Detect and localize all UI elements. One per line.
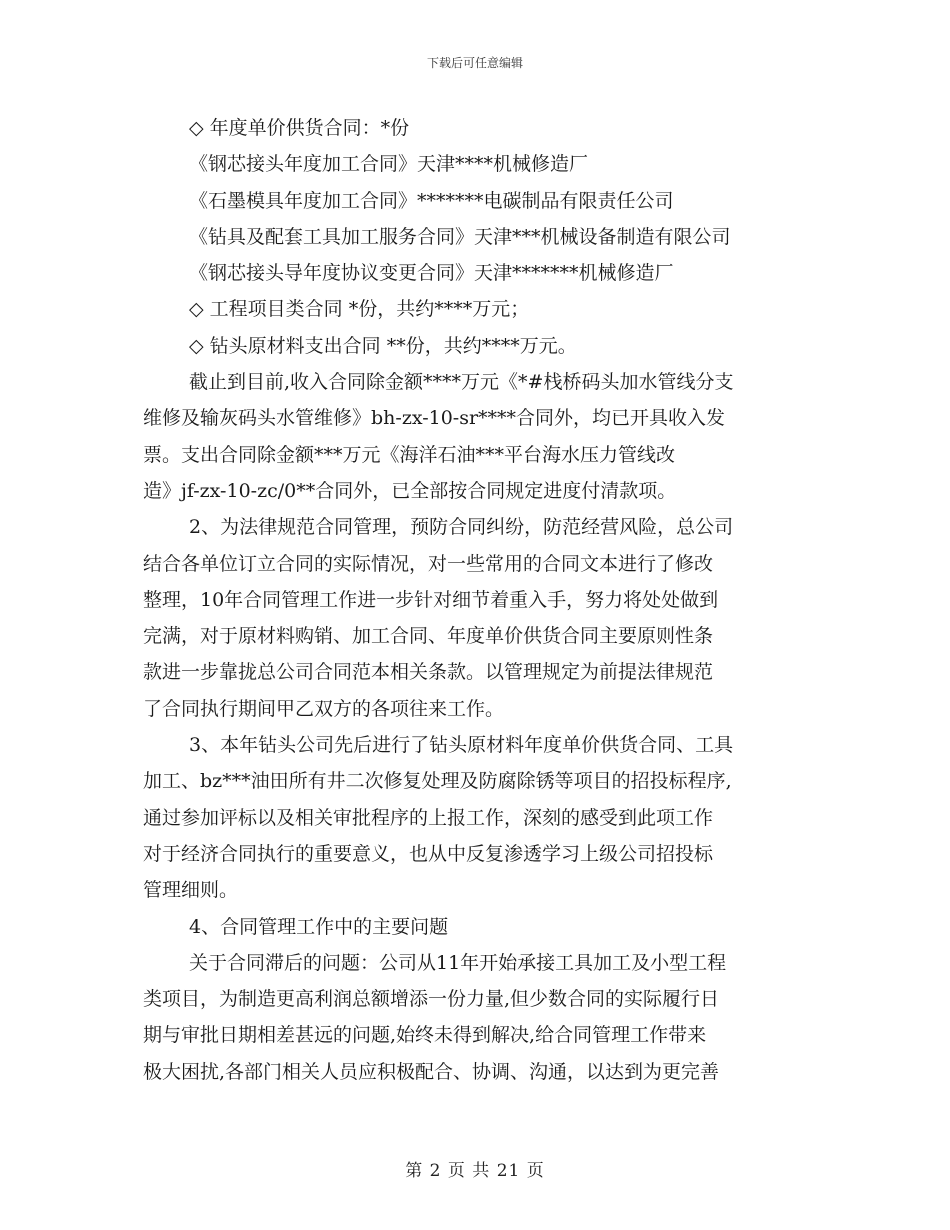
paragraph-first-line: 2、为法律规范合同管理，预防合同纠纷，防范经营风险，总公司 <box>189 516 734 539</box>
paragraph-first-line: 关于合同滞后的问题：公司从11年开始承接工具加工及小型工程 <box>189 951 727 974</box>
text-line: 对于经济合同执行的重要意义，也从中反复渗透学习上级公司招投标 <box>143 842 714 865</box>
text-line: 加工、bz***油田所有井二次修复处理及防腐除锈等项目的招投标程序, <box>143 770 732 793</box>
paragraph-first-line: 截止到目前,收入合同除金额****万元《*#栈桥码头加水管线分支 <box>189 371 734 394</box>
text-line: 极大困扰,各部门相关人员应积极配合、协调、沟通，以达到为更完善 <box>143 1060 720 1083</box>
text-line: ◇ 工程项目类合同 *份，共约****万元； <box>189 298 530 321</box>
document-body <box>143 110 808 1090</box>
text-line: ◇ 年度单价供货合同：*份 <box>189 117 410 139</box>
section-heading: 4、合同管理工作中的主要问题 <box>189 915 449 938</box>
text-line: 通过参加评标以及相关审批程序的上报工作，深刻的感受到此项工作 <box>143 806 714 829</box>
text-line: 维修及输灰码头水管维修》bh-zx-10-sr****合同外，均已开具收入发 <box>143 407 726 430</box>
text-line: 款进一步靠拢总公司合同范本相关条款。以管理规定为前提法律规范 <box>143 661 714 684</box>
text-line: 整理，10年合同管理工作进一步针对细节着重入手，努力将处处做到 <box>143 588 719 611</box>
text-line: 《钻具及配套工具加工服务合同》天津***机械设备制造有限公司 <box>189 225 731 248</box>
text-line: 票。支出合同除金额***万元《海洋石油***平台海水压力管线改 <box>143 443 676 466</box>
text-line: 类项目，为制造更高利润总额增添一份力量,但少数合同的实际履行日 <box>143 988 720 1011</box>
text-line: 了合同执行期间甲乙双方的各项往来工作。 <box>143 697 505 720</box>
page-footer: 第 2 页 共 21 页 <box>405 1161 545 1181</box>
text-line: 《钢芯接头年度加工合同》天津****机械修造厂 <box>189 153 589 176</box>
text-line: 造》jf-zx-10-zc/0**合同外，已全部按合同规定进度付清款项。 <box>143 479 677 502</box>
page-header: 下载后可任意编辑 <box>426 56 523 70</box>
text-line: 管理细则。 <box>143 879 239 902</box>
text-line: ◇ 钻头原材料支出合同 **份，共约****万元。 <box>189 334 577 357</box>
text-line: 完满，对于原材料购销、加工合同、年度单价供货合同主要原则性条 <box>143 625 714 648</box>
paragraph-first-line: 3、本年钻头公司先后进行了钻头原材料年度单价供货合同、工具 <box>189 734 734 757</box>
text-line: 结合各单位订立合同的实际情况，对一些常用的合同文本进行了修改 <box>143 552 714 575</box>
text-line: 期与审批日期相差甚远的问题,始终未得到解决,给合同管理工作带来 <box>143 1024 707 1047</box>
text-line: 《钢芯接头导年度协议变更合同》天津*******机械修造厂 <box>189 262 674 285</box>
text-line: 《石墨模具年度加工合同》*******电碳制品有限责任公司 <box>189 189 674 212</box>
